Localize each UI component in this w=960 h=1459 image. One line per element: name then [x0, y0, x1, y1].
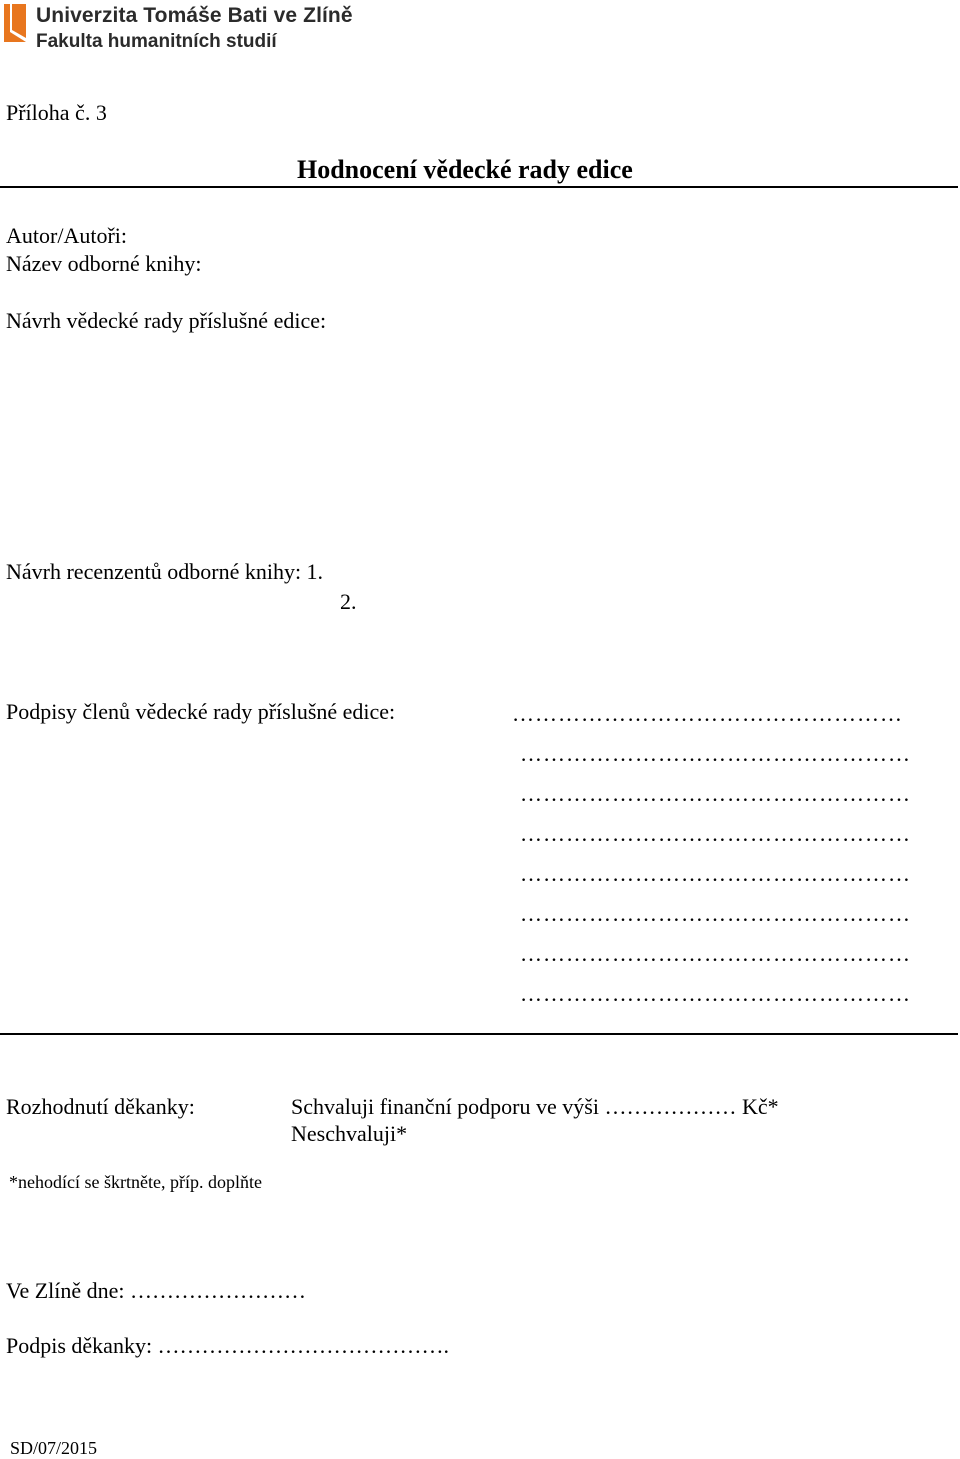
dean-signature-field: Podpis děkanky: ………………………………….: [6, 1333, 450, 1358]
page-title: Hodnocení vědecké rady edice: [297, 155, 633, 184]
signature-line: ……………………………………………: [520, 861, 911, 886]
signature-line: ……………………………………………: [520, 781, 911, 806]
signature-line: ……………………………………………: [520, 901, 911, 926]
decision-label: Rozhodnutí děkanky:: [6, 1094, 195, 1119]
authors-label: Autor/Autoři:: [6, 223, 127, 248]
signature-line: ……………………………………………: [520, 941, 911, 966]
signature-line: ……………………………………………: [520, 981, 911, 1006]
reviewers-label: Návrh recenzentů odborné knihy: 1.: [6, 559, 324, 584]
reject-option: Neschvaluji*: [291, 1121, 408, 1146]
reviewer-2-number: 2.: [340, 589, 357, 614]
university-name: Univerzita Tomáše Bati ve Zlíně: [36, 4, 353, 27]
approve-option: Schvaluji finanční podporu ve výši ……………… Kč*: [291, 1094, 779, 1119]
place-date-field: Ve Zlíně dne: ……………………: [6, 1278, 307, 1303]
signature-line: ……………………………………………: [520, 741, 911, 766]
footnote: *nehodící se škrtněte, příp. doplňte: [9, 1172, 262, 1192]
top-divider: [0, 186, 958, 188]
university-logo: [4, 4, 353, 56]
university-emblem-icon: [4, 4, 26, 42]
signature-line: ……………………………………………: [520, 821, 911, 846]
attachment-label: Příloha č. 3: [6, 100, 107, 125]
document-code: SD/07/2015: [10, 1438, 98, 1458]
faculty-name: Fakulta humanitních studií: [36, 31, 277, 52]
book-title-label: Název odborné knihy:: [6, 251, 202, 276]
signature-line: ……………………………………………: [512, 701, 903, 726]
board-proposal-label: Návrh vědecké rady příslušné edice:: [6, 308, 327, 333]
middle-divider: [0, 1033, 958, 1035]
signatures-label: Podpisy členů vědecké rady příslušné edice:: [6, 699, 396, 724]
